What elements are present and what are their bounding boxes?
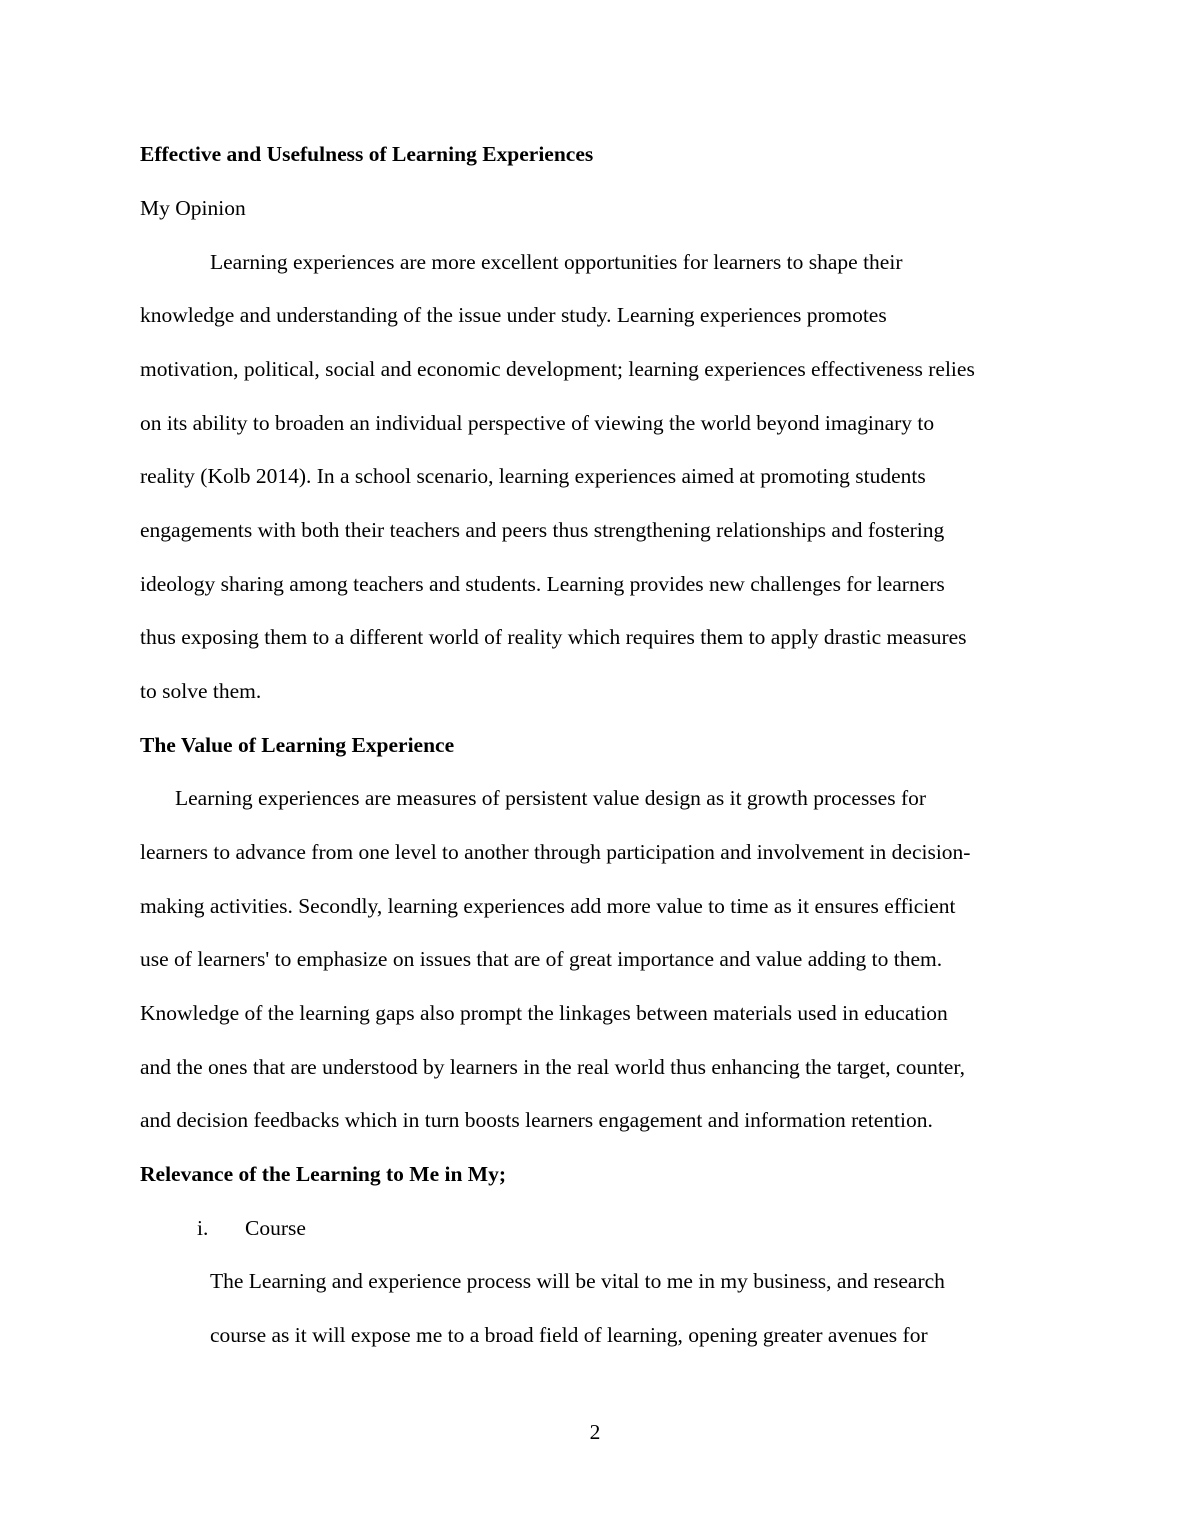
paragraph-line: learners to advance from one level to another through participation and involvement in decision- — [140, 840, 971, 864]
paragraph-line: Learning experiences are more excellent opportunities for learners to shape their — [210, 250, 903, 274]
paragraph-line: course as it will expose me to a broad field of learning, opening greater avenues for — [210, 1323, 928, 1347]
section-heading-value-learning: The Value of Learning Experience — [140, 733, 455, 757]
list-marker: i. — [197, 1216, 209, 1240]
paragraph-line: The Learning and experience process will be vital to me in my business, and research — [210, 1269, 945, 1293]
subheading-my-opinion: My Opinion — [140, 196, 246, 220]
paragraph-line: Learning experiences are measures of persistent value design as it growth processes for — [175, 786, 927, 810]
paragraph-line: and the ones that are understood by learners in the real world thus enhancing the target, counter, — [140, 1055, 966, 1079]
paragraph-line: knowledge and understanding of the issue under study. Learning experiences promotes — [140, 303, 887, 327]
paragraph-line: making activities. Secondly, learning experiences add more value to time as it ensures efficient — [140, 894, 956, 918]
paragraph-line: and decision feedbacks which in turn boosts learners engagement and information retention. — [140, 1108, 933, 1132]
section-heading-effective-usefulness: Effective and Usefulness of Learning Experiences — [140, 142, 594, 166]
paragraph-line: reality (Kolb 2014). In a school scenario, learning experiences aimed at promoting students — [140, 464, 926, 488]
paragraph-line: ideology sharing among teachers and students. Learning provides new challenges for learners — [140, 572, 945, 596]
paragraph-line: on its ability to broaden an individual perspective of viewing the world beyond imaginary to — [140, 411, 935, 435]
paragraph-line: thus exposing them to a different world of reality which requires them to apply drastic measures — [140, 625, 967, 649]
paragraph-line: engagements with both their teachers and peers thus strengthening relationships and fostering — [140, 518, 945, 542]
section-heading-relevance: Relevance of the Learning to Me in My; — [140, 1162, 507, 1186]
paragraph-line: motivation, political, social and economic development; learning experiences effectiveness relies — [140, 357, 975, 381]
page-number: 2 — [589, 1420, 601, 1444]
paragraph-line: to solve them. — [140, 679, 262, 703]
paragraph-line: Knowledge of the learning gaps also prompt the linkages between materials used in education — [140, 1001, 948, 1025]
list-item-label: Course — [245, 1216, 306, 1240]
paragraph-line: use of learners' to emphasize on issues that are of great importance and value adding to them. — [140, 947, 943, 971]
